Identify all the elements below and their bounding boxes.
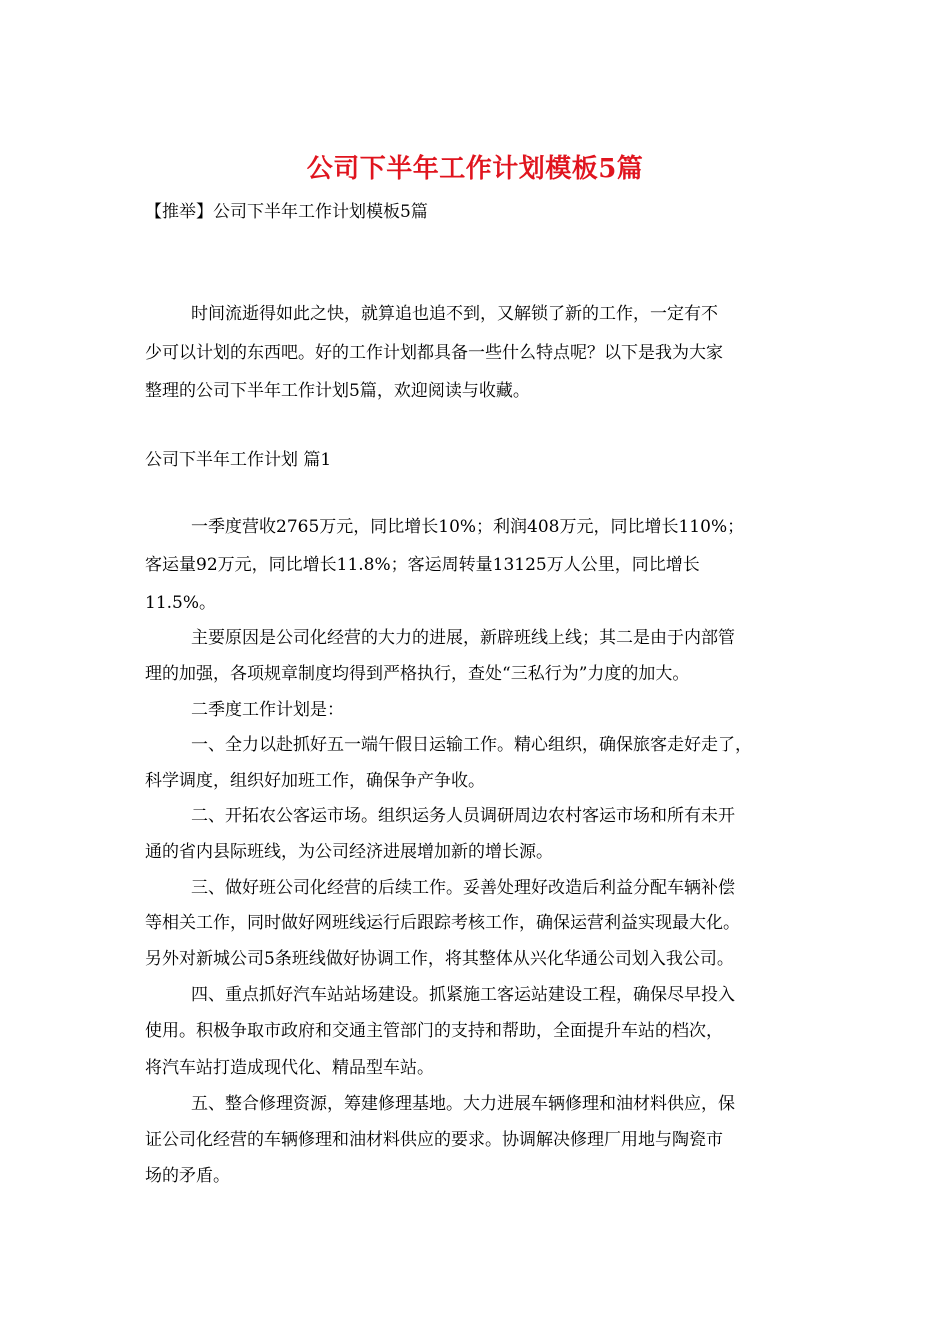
paragraph-line: 客运量92万元，同比增长11.8%；客运周转量13125万人公里，同比增长 [145,555,700,575]
paragraph-line: 11.5%。 [145,593,217,613]
paragraph-line: 四、重点抓好汽车站站场建设。抓紧施工客运站建设工程，确保尽早投入 [191,985,735,1005]
section-heading: 公司下半年工作计划 篇1 [145,450,332,470]
paragraph-line: 通的省内县际班线，为公司经济进展增加新的增长源。 [145,842,553,862]
paragraph-line: 证公司化经营的车辆修理和油材料供应的要求。协调解决修理厂用地与陶瓷市 [145,1130,723,1150]
paragraph-line: 三、做好班公司化经营的后续工作。妥善处理好改造后利益分配车辆补偿 [191,878,735,898]
paragraph-line: 场的矛盾。 [145,1166,230,1186]
paragraph-line: 使用。积极争取市政府和交通主管部门的支持和帮助，全面提升车站的档次， [145,1021,723,1041]
document-title: 公司下半年工作计划模板5篇 [306,154,644,184]
document-subtitle: 【推举】公司下半年工作计划模板5篇 [145,202,428,222]
paragraph-line: 二季度工作计划是： [191,700,344,720]
paragraph-line: 一季度营收2765万元，同比增长10%；利润408万元，同比增长110%； [191,517,745,537]
paragraph-line: 等相关工作，同时做好网班线运行后跟踪考核工作，确保运营利益实现最大化。 [145,913,740,933]
intro-line: 时间流逝得如此之快，就算追也追不到，又解锁了新的工作，一定有不 [191,304,718,324]
paragraph-line: 主要原因是公司化经营的大力的进展，新辟班线上线；其二是由于内部管 [191,628,735,648]
paragraph-line: 五、整合修理资源，筹建修理基地。大力进展车辆修理和油材料供应，保 [191,1094,735,1114]
paragraph-line: 科学调度，组织好加班工作，确保争产争收。 [145,771,485,791]
paragraph-line: 理的加强，各项规章制度均得到严格执行，查处“三私行为”力度的加大。 [145,664,690,684]
intro-line: 少可以计划的东西吧。好的工作计划都具备一些什么特点呢？以下是我为大家 [145,343,723,363]
paragraph-line: 另外对新城公司5条班线做好协调工作，将其整体从兴化华通公司划入我公司。 [145,949,734,969]
intro-line: 整理的公司下半年工作计划5篇，欢迎阅读与收藏。 [145,381,530,401]
paragraph-line: 一、全力以赴抓好五一端午假日运输工作。精心组织，确保旅客走好走了， [191,735,752,755]
paragraph-line: 二、开拓农公客运市场。组织运务人员调研周边农村客运市场和所有未开 [191,806,735,826]
paragraph-line: 将汽车站打造成现代化、精品型车站。 [145,1058,434,1078]
